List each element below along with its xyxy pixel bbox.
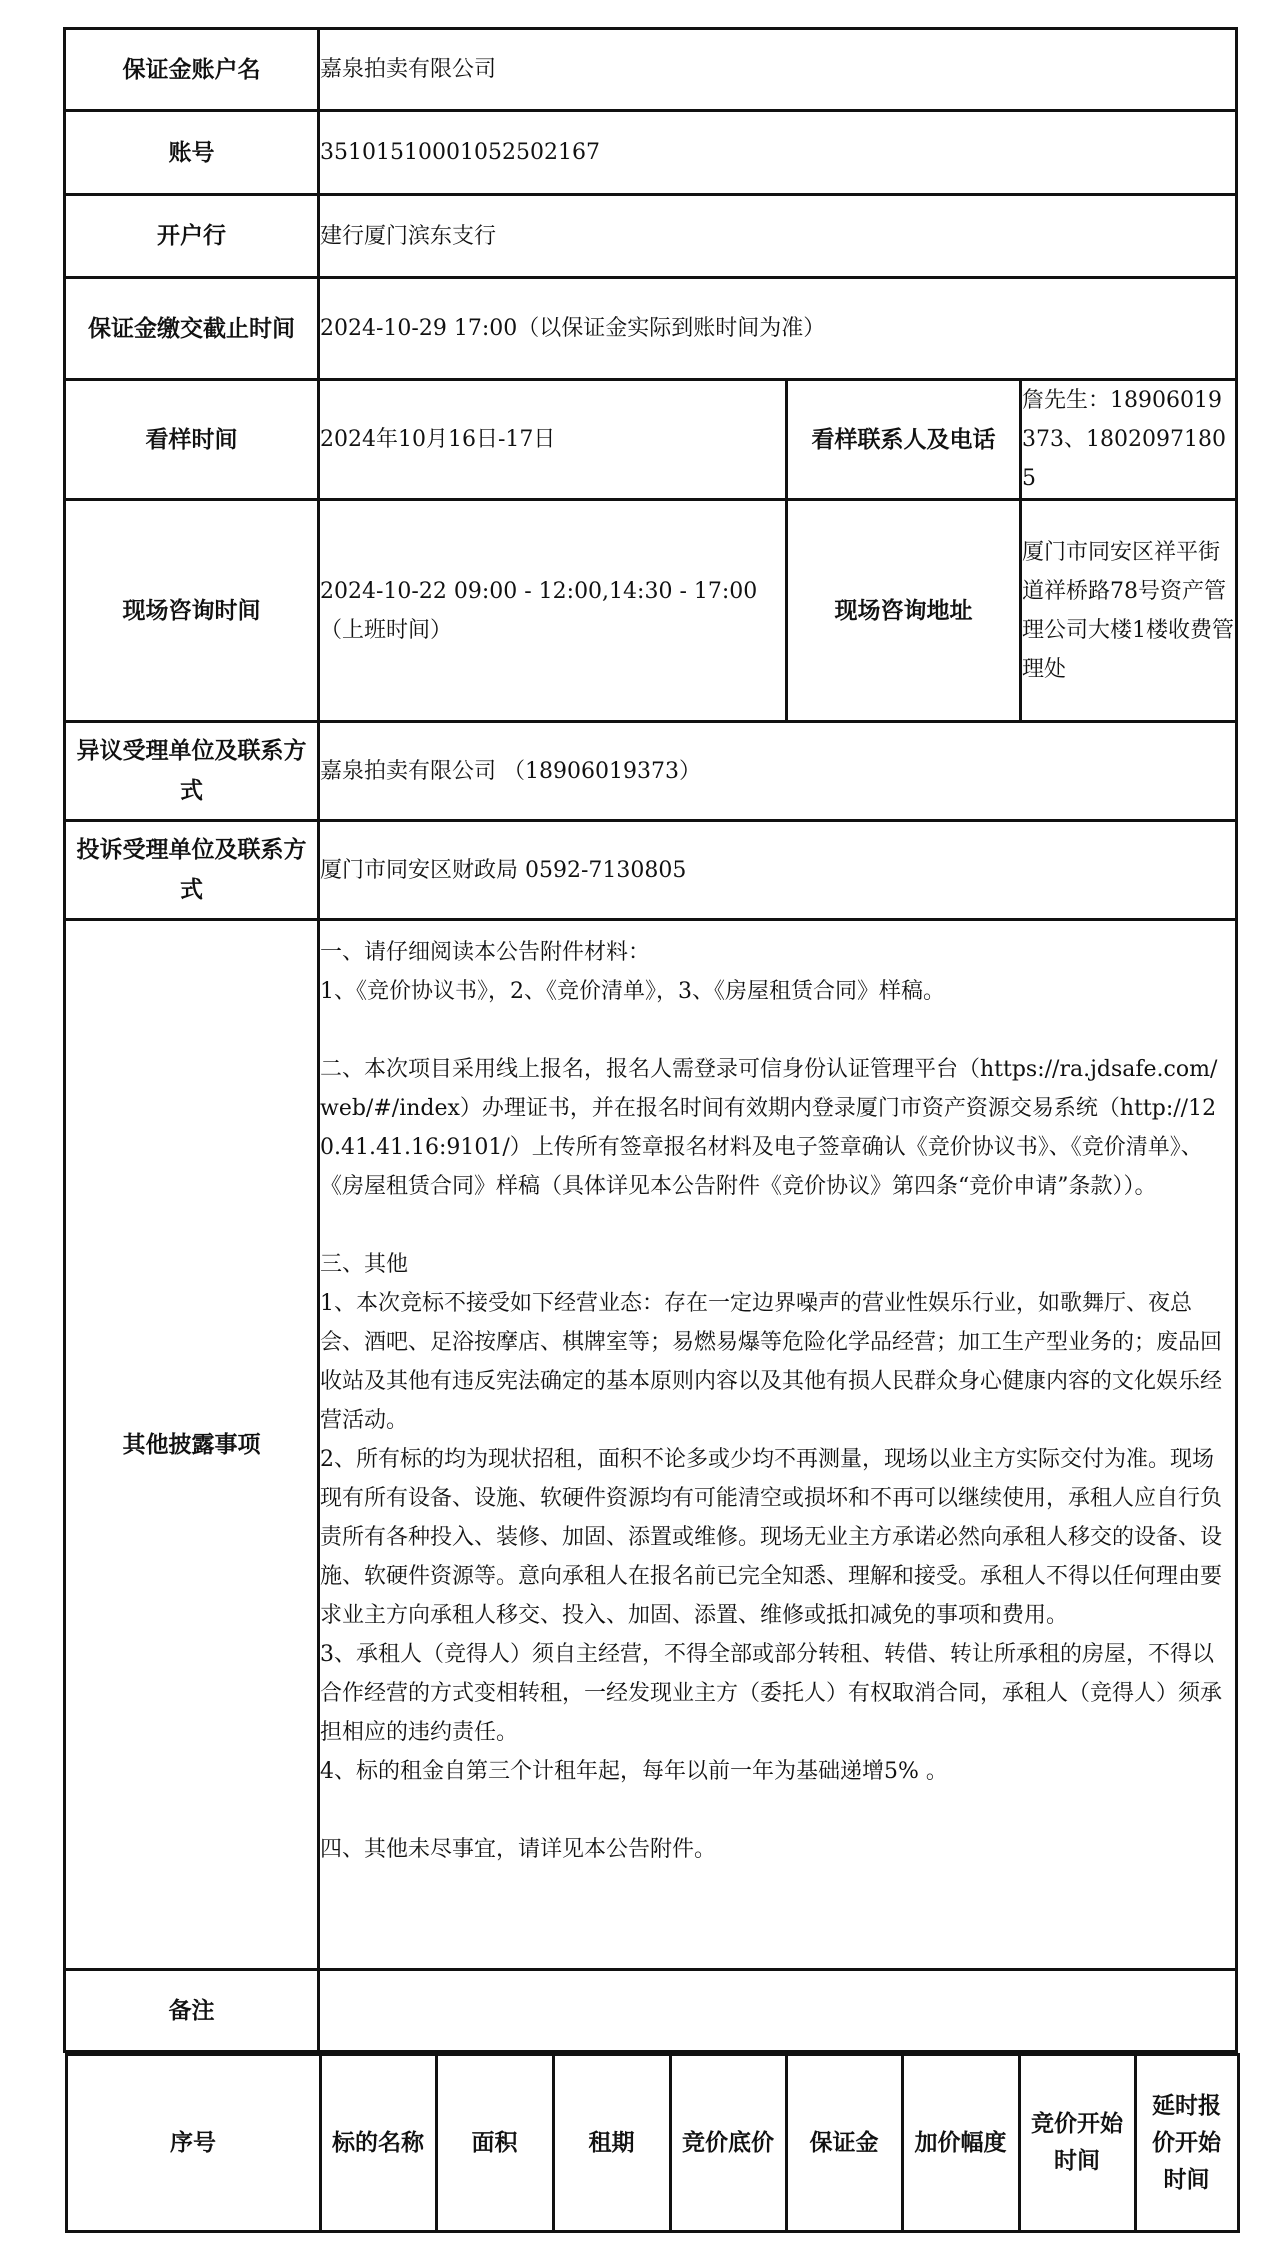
viewing-time-label: 看样时间 bbox=[65, 380, 319, 500]
row-viewing bbox=[65, 380, 1237, 500]
objection-value: 嘉泉拍卖有限公司 （18906019373） bbox=[319, 722, 1237, 821]
notes-paragraph: 3、承租人（竞得人）须自主经营，不得全部或部分转租、转借、转让所承租的房屋，不得以合作经营的方式变相转租，一经发现业主方（委托人）有权取消合同，承租人（竞得人）须承担相应的违约责任。 bbox=[320, 1642, 1223, 1745]
header-area: 面积 bbox=[436, 2055, 553, 2232]
notes-paragraph: 四、其他未尽事宜，请详见本公告附件。 bbox=[320, 1837, 717, 1862]
objection-label: 异议受理单位及联系方式 bbox=[65, 722, 319, 821]
other-disclosures-label: 其他披露事项 bbox=[65, 920, 319, 1970]
row-deposit-deadline bbox=[65, 278, 1237, 380]
info-table bbox=[63, 27, 1238, 2233]
announcement-form bbox=[63, 27, 1235, 2200]
row-bank bbox=[65, 195, 1237, 278]
row-lot-table bbox=[65, 2052, 1237, 2234]
header-increment: 加价幅度 bbox=[902, 2055, 1019, 2232]
row-objection bbox=[65, 722, 1237, 821]
notes-spacer bbox=[320, 1791, 1235, 1830]
row-account-number bbox=[65, 111, 1237, 195]
deposit-deadline-label: 保证金缴交截止时间 bbox=[65, 278, 319, 380]
account-number-value: 35101510001052502167 bbox=[319, 111, 1237, 195]
header-start-time: 竞价开始时间 bbox=[1019, 2055, 1135, 2232]
row-account-name bbox=[65, 29, 1237, 111]
account-number-label: 账号 bbox=[65, 111, 319, 195]
account-name-value: 嘉泉拍卖有限公司 bbox=[319, 29, 1237, 111]
remarks-label: 备注 bbox=[65, 1970, 319, 2052]
header-term: 租期 bbox=[553, 2055, 670, 2232]
viewing-contact-label: 看样联系人及电话 bbox=[787, 380, 1021, 500]
notes-paragraph: 三、其他 bbox=[320, 1252, 409, 1277]
remarks-value bbox=[319, 1970, 1237, 2052]
notes-paragraph: 2、所有标的均为现状招租，面积不论多或少均不再测量，现场以业主方实际交付为准。现场现有所有设备、设施、软硬件资源均有可能清空或损坏和不再可以继续使用，承租人应自行负责所有各种投入、装修、加固、添置或维修。现场无业主方承诺必然向承租人移交的设备、设施、软硬件资源等。意向承租人在报名前已完全知悉、理解和接受。承租人不得以任何理由要求业主方向承租人移交、投入、加固、添置、维修或抵扣减免的事项和费用。 bbox=[320, 1447, 1223, 1628]
header-delay-time: 延时报价开始时间 bbox=[1135, 2055, 1238, 2232]
deposit-deadline-value: 2024-10-29 17:00（以保证金实际到账时间为准） bbox=[319, 278, 1237, 380]
row-other-disclosures bbox=[65, 920, 1237, 1970]
notes-paragraph: 二、本次项目采用线上报名，报名人需登录可信身份认证管理平台（https://ra.jdsafe.com/web/#/index）办理证书，并在报名时间有效期内登录厦门市资产资源交易系统（http://120.41.41.16:9101/）上传所有签章报名材料及电子签章确认《竞价协议书》、《竞价清单》、《房屋租赁合同》样稿（具体详见本公告附件《竞价协议》第四条“竞价申请”条款））。 bbox=[320, 1057, 1218, 1199]
notes-paragraph: 1、《竞价协议书》，2、《竞价清单》，3、《房屋租赁合同》样稿。 bbox=[320, 979, 945, 1004]
consult-address-label: 现场咨询地址 bbox=[787, 500, 1021, 722]
notes-paragraph: 一、请仔细阅读本公告附件材料： bbox=[320, 940, 651, 965]
header-deposit: 保证金 bbox=[786, 2055, 902, 2232]
header-base-price: 竞价底价 bbox=[670, 2055, 786, 2232]
notes-paragraph: 4、标的租金自第三个计租年起，每年以前一年为基础递增5% 。 bbox=[320, 1759, 948, 1784]
row-remarks bbox=[65, 1970, 1237, 2052]
viewing-time-value: 2024年10月16日-17日 bbox=[319, 380, 787, 500]
header-seq: 序号 bbox=[66, 2055, 320, 2232]
lot-table-header bbox=[65, 2053, 1240, 2233]
viewing-contact-value: 詹先生：18906019373、18020971805 bbox=[1021, 380, 1237, 500]
header-lot-name: 标的名称 bbox=[320, 2055, 436, 2232]
notes-spacer bbox=[320, 1011, 1235, 1050]
notes-paragraph: 1、本次竞标不接受如下经营业态：存在一定边界噪声的营业性娱乐行业，如歌舞厅、夜总会、酒吧、足浴按摩店、棋牌室等；易燃易爆等危险化学品经营；加工生产型业务的；废品回收站及其他有违反宪法确定的基本原则内容以及其他有损人民群众身心健康内容的文化娱乐经营活动。 bbox=[320, 1291, 1223, 1433]
row-complaint bbox=[65, 821, 1237, 920]
consult-time-label: 现场咨询时间 bbox=[65, 500, 319, 722]
consult-time-value: 2024-10-22 09:00 - 12:00,14:30 - 17:00（上班时间） bbox=[319, 500, 787, 722]
complaint-label: 投诉受理单位及联系方式 bbox=[65, 821, 319, 920]
consult-address-value: 厦门市同安区祥平街道祥桥路78号资产管理公司大楼1楼收费管理处 bbox=[1021, 500, 1237, 722]
bank-label: 开户行 bbox=[65, 195, 319, 278]
row-consult bbox=[65, 500, 1237, 722]
notes-spacer bbox=[320, 1206, 1235, 1245]
other-disclosures-content bbox=[319, 920, 1237, 1970]
bank-value: 建行厦门滨东支行 bbox=[319, 195, 1237, 278]
account-name-label: 保证金账户名 bbox=[65, 29, 319, 111]
complaint-value: 厦门市同安区财政局 0592-7130805 bbox=[319, 821, 1237, 920]
